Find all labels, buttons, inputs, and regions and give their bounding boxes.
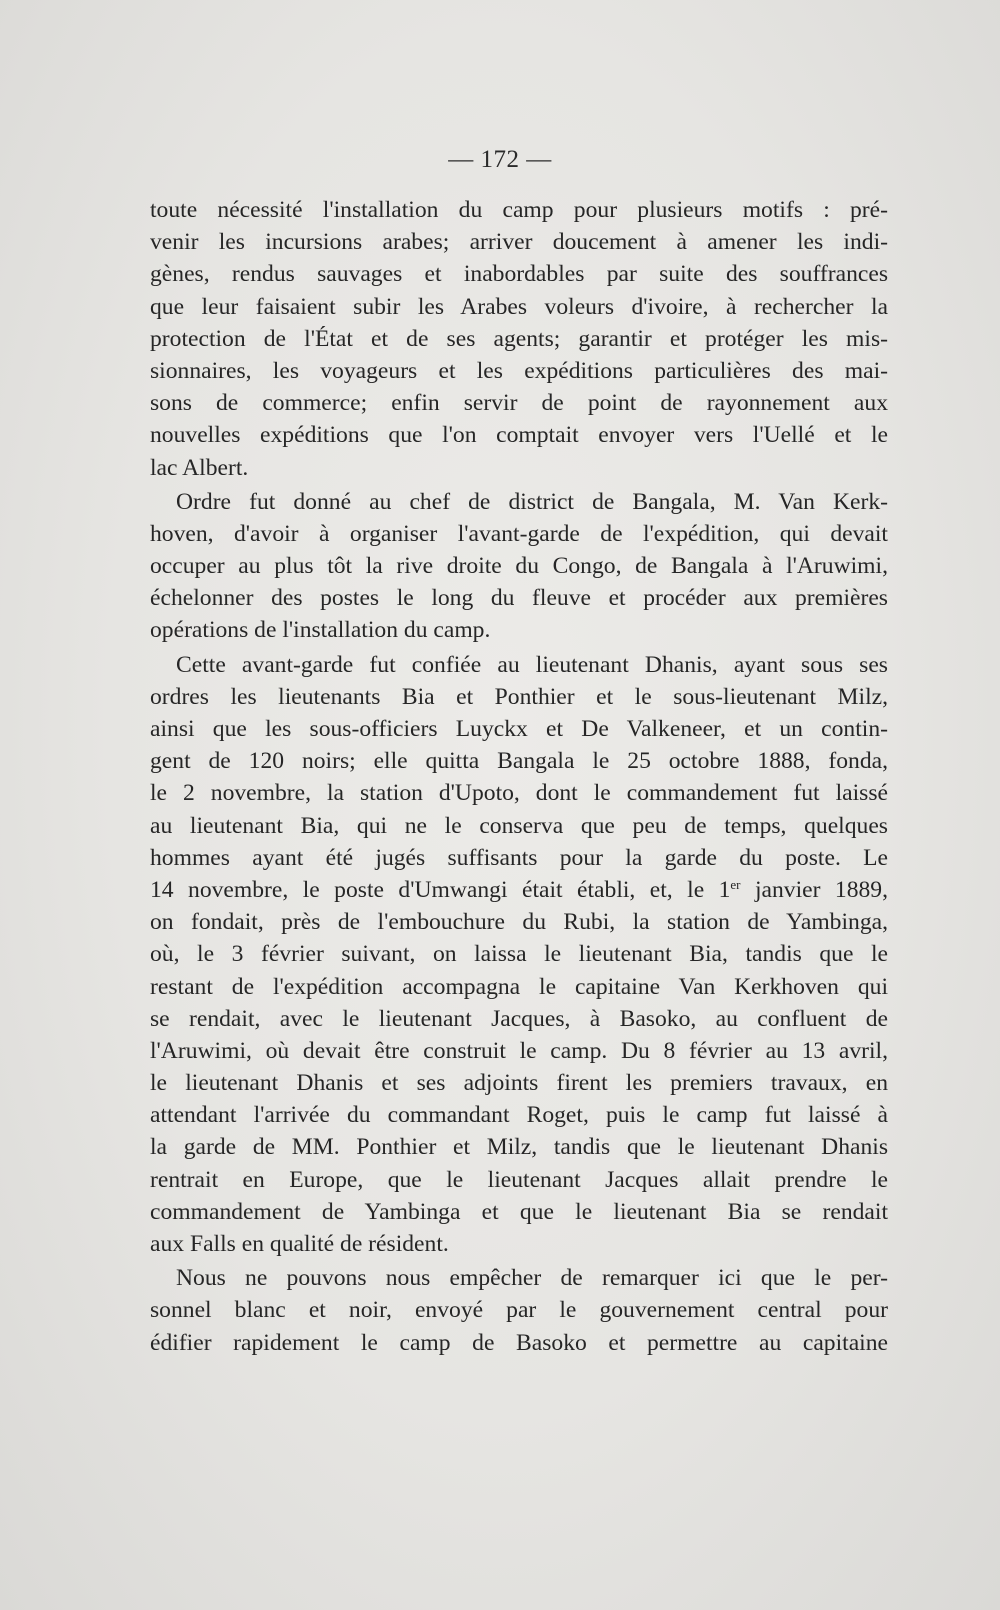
body-text [150,194,888,1359]
text-line: occuper au plus tôt la rive droite du Congo, de Bangala à l'Aruwimi, [150,553,888,580]
text-line: lac Albert. [150,454,249,481]
text-line: Cette avant-garde fut confiée au lieutenant Dhanis, ayant sous ses [176,651,888,678]
text-line: sonnel blanc et noir, envoyé par le gouvernement central pour [150,1297,888,1324]
paragraph [150,1262,888,1359]
text-line: opérations de l'installation du camp. [150,617,491,644]
text-line: sionnaires, les voyageurs et les expéditions particulières des mai- [150,357,888,384]
paragraph [150,486,888,647]
text-line: la garde de MM. Ponthier et Milz, tandis que le lieutenant Dhanis [150,1134,888,1161]
text-line: se rendait, avec le lieutenant Jacques, à Basoko, au confluent de [150,1005,888,1032]
text-line: protection de l'État et de ses agents; garantir et protéger les mis- [150,325,888,352]
text-line: toute nécessité l'installation du camp pour plusieurs motifs : pré- [150,197,888,223]
text-line: commandement de Yambinga et que le lieutenant Bia se rendait [150,1198,888,1225]
text-line: venir les incursions arabes; arriver doucement à amener les indi- [150,229,888,256]
text-line: le 2 novembre, la station d'Upoto, dont le commandement fut laissé [150,780,888,807]
text-segment: janvier 1889, [740,876,888,903]
text-line: restant de l'expédition accompagna le capitaine Van Kerkhoven qui [150,973,888,1000]
page-number: — 172 — [448,146,552,173]
text-line: gènes, rendus sauvages et inabordables par suite des souffrances [150,261,888,288]
text-line: gent de 120 noirs; elle quitta Bangala le 25 octobre 1888, fonda, [150,748,888,775]
text-line: rentrait en Europe, que le lieutenant Jacques allait prendre le [150,1166,888,1193]
text-line: l'Aruwimi, où devait être construit le camp. Du 8 février au 13 avril, [150,1037,888,1064]
text-line: échelonner des postes le long du fleuve et procéder aux premières [150,585,888,612]
text-line: le lieutenant Dhanis et ses adjoints firent les premiers travaux, en [150,1070,888,1097]
text-line: nouvelles expéditions que l'on comptait envoyer vers l'Uellé et le [150,422,888,449]
text-line: attendant l'arrivée du commandant Roget, puis le camp fut laissé à [150,1102,888,1129]
paragraph [150,649,888,1261]
text-line: hommes ayant été jugés suffisants pour la garde du poste. Le [150,844,888,871]
superscript: er [730,876,741,892]
text-line: hoven, d'avoir à organiser l'avant-garde de l'expédition, qui devait [150,520,888,547]
text-line: on fondait, près de l'embouchure du Rubi, la station de Yambinga, [150,909,888,936]
text-line [150,874,888,906]
text-line: Nous ne pouvons nous empêcher de remarquer ici que le per- [176,1265,888,1292]
text-line: au lieutenant Bia, qui ne le conserva que peu de temps, quelques [150,812,888,839]
text-line: où, le 3 février suivant, on laissa le lieutenant Bia, tandis que le [150,941,888,968]
text-line: Ordre fut donné au chef de district de Bangala, M. Van Kerk- [176,488,888,515]
text-line: aux Falls en qualité de résident. [150,1231,449,1257]
text-line: sons de commerce; enfin servir de point de rayonnement aux [150,390,888,417]
text-line: que leur faisaient subir les Arabes voleurs d'ivoire, à rechercher la [150,293,888,320]
text-line: édifier rapidement le camp de Basoko et permettre au capitaine [150,1329,888,1356]
paragraph [150,194,888,484]
text-line: ainsi que les sous-officiers Luyckx et De Valkeneer, et un contin- [150,716,888,742]
text-segment: 14 novembre, le poste d'Umwangi était établi, et, le 1 [150,876,731,903]
text-line: ordres les lieutenants Bia et Ponthier et le sous-lieutenant Milz, [150,683,888,710]
